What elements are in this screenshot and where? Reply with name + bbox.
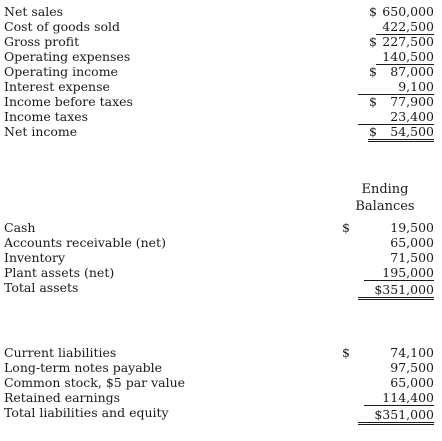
label-retained-earnings: Retained earnings <box>4 390 121 405</box>
dollar-income-before-taxes: $ <box>369 94 377 109</box>
header-balances: Balances <box>355 199 415 214</box>
label-current-liabilities: Current liabilities <box>4 345 117 360</box>
header-ending: Ending <box>361 182 409 197</box>
value-long-term-notes: 97,500 <box>390 360 434 375</box>
value-interest-expense: 9,100 <box>358 79 434 95</box>
label-inventory: Inventory <box>4 250 66 265</box>
label-interest-expense: Interest expense <box>4 79 110 94</box>
value-retained-earnings: 114,400 <box>364 390 434 406</box>
label-plant-assets: Plant assets (net) <box>4 265 115 280</box>
value-total-assets: $351,000 <box>358 282 434 300</box>
dollar-net-sales: $ <box>369 4 377 19</box>
label-total-assets: Total assets <box>4 280 79 295</box>
value-common-stock: 65,000 <box>390 375 434 390</box>
label-total-liabilities-equity: Total liabilities and equity <box>4 405 169 420</box>
label-income-taxes: Income taxes <box>4 109 89 124</box>
label-gross-profit: Gross profit <box>4 34 80 49</box>
label-income-before-taxes: Income before taxes <box>4 94 133 109</box>
value-net-sales: 650,000 <box>382 4 434 19</box>
value-plant-assets: 195,000 <box>364 265 434 281</box>
label-net-sales: Net sales <box>4 4 64 19</box>
label-cogs: Cost of goods sold <box>4 19 121 34</box>
label-operating-expenses: Operating expenses <box>4 49 131 64</box>
label-common-stock: Common stock, $5 par value <box>4 375 186 390</box>
value-inventory: 71,500 <box>390 250 434 265</box>
label-accounts-receivable: Accounts receivable (net) <box>4 235 166 250</box>
dollar-net-income: $ <box>369 124 377 139</box>
value-income-taxes: 23,400 <box>358 109 434 125</box>
value-total-liabilities-equity: $351,000 <box>358 407 434 425</box>
dollar-cash: $ <box>342 220 350 235</box>
value-operating-income: 87,000 <box>390 64 434 79</box>
value-current-liabilities: 74,100 <box>390 345 434 360</box>
dollar-current-liabilities: $ <box>342 345 350 360</box>
label-cash: Cash <box>4 220 36 235</box>
value-gross-profit: 227,500 <box>382 34 434 49</box>
value-cash: 19,500 <box>390 220 434 235</box>
value-net-income: 54,500 <box>390 124 434 139</box>
value-accounts-receivable: 65,000 <box>390 235 434 250</box>
label-operating-income: Operating income <box>4 64 118 79</box>
value-cogs: 422,500 <box>376 19 434 35</box>
dollar-gross-profit: $ <box>369 34 377 49</box>
value-operating-expenses: 140,500 <box>376 49 434 65</box>
label-net-income: Net income <box>4 124 78 139</box>
dollar-operating-income: $ <box>369 64 377 79</box>
label-long-term-notes: Long-term notes payable <box>4 360 163 375</box>
value-income-before-taxes: 77,900 <box>390 94 434 109</box>
